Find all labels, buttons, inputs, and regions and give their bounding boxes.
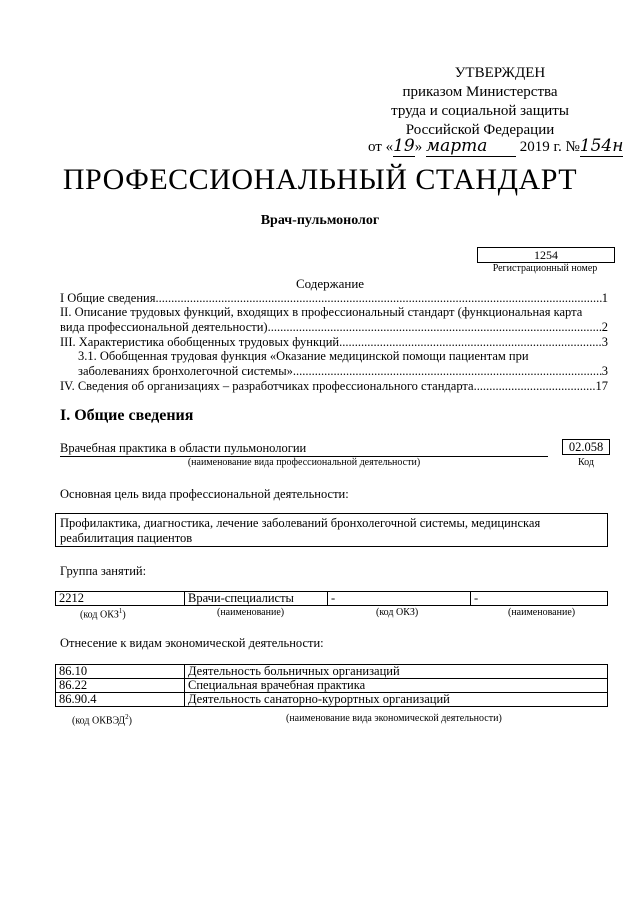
toc-entry-text: II. Описание трудовых функций, входящих в профессиональный стандарт (функциональная карта bbox=[60, 305, 583, 319]
group-label: Группа занятий: bbox=[60, 564, 147, 578]
date-year: 2019 г. № bbox=[519, 139, 580, 155]
okz-caption: (код ОКЗ) bbox=[376, 607, 419, 618]
toc-entry-text: 3.1. Обобщенная трудовая функция «Оказание медицинской помощи пациентам при bbox=[78, 349, 529, 363]
toc-entry-page: 3 bbox=[601, 364, 608, 378]
okz-name: - bbox=[471, 592, 608, 606]
code-caption: Код bbox=[578, 457, 594, 468]
contents-heading: Содержание bbox=[295, 276, 365, 291]
toc-entry-page: 17 bbox=[595, 379, 608, 393]
date-month: марта bbox=[426, 136, 516, 157]
occupation-group-table bbox=[55, 591, 608, 606]
date-prefix: от « bbox=[368, 139, 394, 155]
okved-code: 86.22 bbox=[56, 679, 185, 693]
activity-code: 02.058 bbox=[562, 439, 610, 455]
toc-entry-text: заболеваниях бронхолегочной системы» bbox=[78, 364, 293, 378]
approval-block bbox=[360, 64, 600, 140]
goal-label: Основная цель вида профессиональной деятельности: bbox=[60, 487, 349, 501]
okz-caption: (код ОКЗ$^1$) bbox=[80, 607, 126, 621]
econ-label: Отнесение к видам экономической деятельности: bbox=[60, 636, 324, 650]
document-subtitle: Врач-пульмонолог bbox=[260, 213, 380, 228]
goal-text: Профилактика, диагностика, лечение заболеваний бронхолегочной системы, медицинская bbox=[60, 516, 541, 530]
toc-entry-text: вида профессиональной деятельности) bbox=[60, 320, 268, 334]
table-row bbox=[56, 679, 608, 693]
registration-label: Регистрационный номер bbox=[492, 263, 598, 274]
okved-name: Деятельность санаторно-курортных организаций bbox=[185, 693, 608, 707]
section-heading: I. Общие сведения bbox=[60, 407, 194, 424]
okved-name: Деятельность больничных организаций bbox=[185, 665, 608, 679]
toc-entry-page: 1 bbox=[601, 291, 608, 305]
toc-entry-text: I Общие сведения bbox=[60, 291, 156, 305]
approval-line: Российской Федерации bbox=[405, 122, 555, 138]
toc-entry[interactable] bbox=[78, 349, 608, 379]
table-row bbox=[56, 693, 608, 707]
okved-code: 86.90.4 bbox=[56, 693, 185, 707]
goal-text: реабилитация пациентов bbox=[60, 531, 193, 545]
approval-date bbox=[368, 136, 623, 157]
toc-entry[interactable] bbox=[60, 335, 608, 350]
okved-code: 86.10 bbox=[56, 665, 185, 679]
toc-entry-page: 3 bbox=[601, 335, 608, 349]
activity-caption: (наименование вида профессиональной деятельности) bbox=[187, 457, 421, 468]
toc-entry[interactable] bbox=[60, 291, 608, 306]
table-row bbox=[56, 665, 608, 679]
okz-caption: (наименование) bbox=[508, 607, 576, 618]
approval-title: УТВЕРЖДЕН bbox=[454, 65, 546, 81]
okved-name: Специальная врачебная практика bbox=[185, 679, 608, 693]
date-quote: » bbox=[414, 139, 423, 155]
okz-caption: (наименование) bbox=[217, 607, 285, 618]
date-day: 19 bbox=[393, 136, 415, 156]
toc-entry-text: IV. Сведения об организациях – разработчиках профессионального стандарта bbox=[60, 379, 474, 393]
order-number: 154н bbox=[579, 136, 624, 156]
approval-line: приказом Министерства bbox=[402, 84, 558, 100]
goal-box bbox=[55, 513, 608, 547]
okz-name: Врачи-специалисты bbox=[185, 592, 328, 606]
toc-entry-page: 2 bbox=[601, 320, 608, 334]
okz-code: - bbox=[328, 592, 471, 606]
toc-entry-text: III. Характеристика обобщенных трудовых функций bbox=[60, 335, 340, 349]
okved-caption: (код ОКВЭД$^2$) bbox=[72, 713, 132, 727]
okz-code: 2212 bbox=[56, 592, 185, 606]
toc-entry[interactable] bbox=[60, 305, 608, 335]
document-title: ПРОФЕССИОНАЛЬНЫЙ СТАНДАРТ bbox=[62, 163, 578, 196]
econ-activity-table bbox=[55, 664, 608, 707]
registration-number: 1254 bbox=[477, 247, 615, 263]
toc-entry[interactable] bbox=[60, 379, 608, 394]
activity-name: Врачебная практика в области пульмонологии bbox=[60, 441, 548, 457]
okved-caption: (наименование вида экономической деятельности) bbox=[286, 713, 502, 724]
approval-line: труда и социальной защиты bbox=[391, 103, 569, 119]
